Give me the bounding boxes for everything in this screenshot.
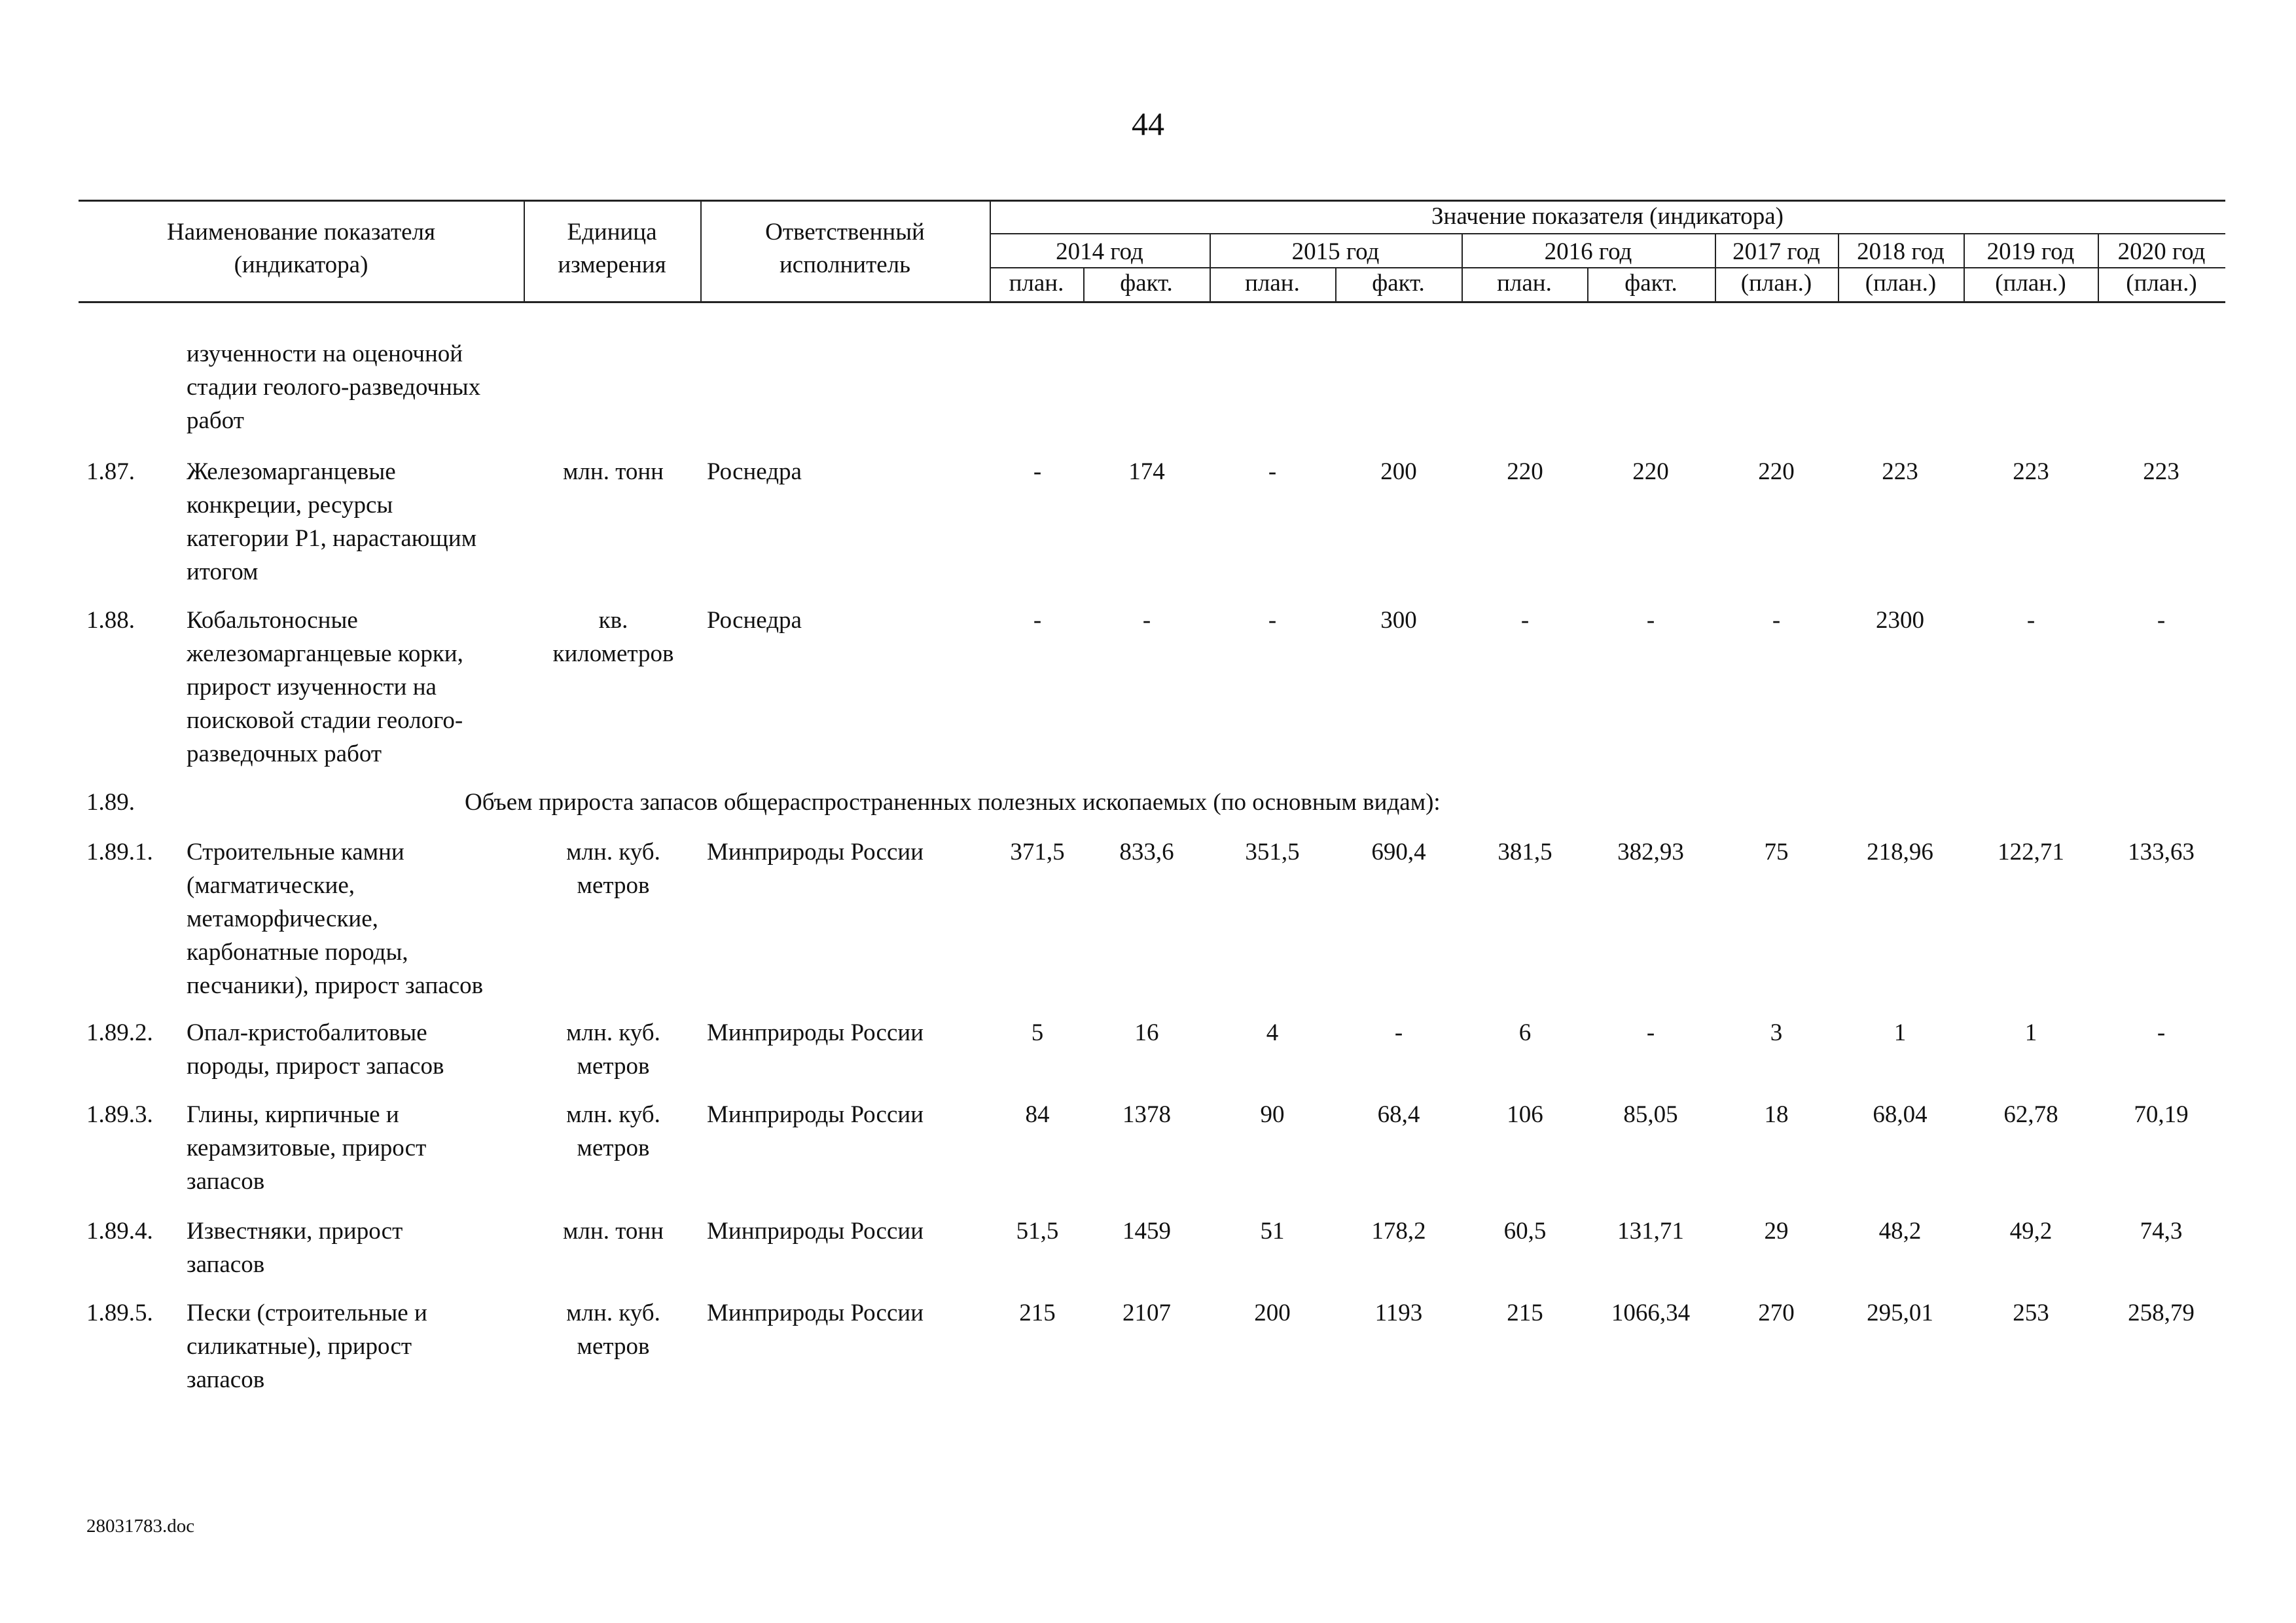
executor: Роснедра — [707, 458, 802, 485]
value-cell: 131,71 — [1617, 1218, 1684, 1245]
row-number: 1.89.1. — [86, 839, 153, 866]
value-cell: 215 — [1507, 1300, 1543, 1326]
unit-line: метров — [577, 872, 650, 899]
page-number: 44 — [1132, 105, 1164, 142]
value-cell: 4 — [1266, 1019, 1279, 1046]
value-cell: - — [1268, 607, 1277, 634]
value-cell: 223 — [2013, 458, 2049, 485]
header-bottom-rule — [79, 301, 2225, 303]
value-cell: - — [1646, 1019, 1655, 1046]
value-cell: 1193 — [1374, 1300, 1423, 1326]
indicator-name-line: карбонатные породы, — [187, 939, 408, 966]
value-cell: 49,2 — [2009, 1218, 2053, 1245]
header-year-2017: 2017 год — [1732, 238, 1820, 265]
indicator-name-line: стадии геолого-разведочных — [187, 374, 481, 401]
header-2015-fact: факт. — [1372, 270, 1425, 297]
value-cell: - — [2026, 607, 2036, 634]
value-cell: 174 — [1128, 458, 1165, 485]
value-cell: 122,71 — [1998, 839, 2064, 866]
value-cell: 200 — [1380, 458, 1417, 485]
value-cell: 220 — [1632, 458, 1669, 485]
value-cell: 833,6 — [1119, 839, 1174, 866]
executor: Минприроды России — [707, 1300, 924, 1326]
indicator-name-line: поисковой стадии геолого- — [187, 707, 463, 734]
value-cell: 218,96 — [1867, 839, 1933, 866]
unit-line: млн. куб. — [566, 1300, 660, 1326]
value-cell: 351,5 — [1245, 839, 1300, 866]
executor: Роснедра — [707, 607, 802, 634]
header-exec — [700, 216, 990, 282]
executor: Минприроды России — [707, 1101, 924, 1128]
value-cell: - — [1646, 607, 1655, 634]
indicator-name-line: породы, прирост запасов — [187, 1053, 444, 1080]
indicator-name-line: Опал-кристобалитовые — [187, 1019, 427, 1046]
value-cell: 178,2 — [1371, 1218, 1426, 1245]
unit-line: млн. куб. — [566, 1019, 660, 1046]
indicator-name-line: работ — [187, 407, 244, 434]
indicator-name-line: метаморфические, — [187, 905, 378, 932]
header-value-title: Значение показателя (индикатора) — [1431, 203, 1784, 230]
value-cell: 220 — [1507, 458, 1543, 485]
header-name — [79, 216, 524, 282]
value-cell: - — [1394, 1019, 1403, 1046]
executor: Минприроды России — [707, 1218, 924, 1245]
value-cell: - — [1268, 458, 1277, 485]
unit-line: километров — [552, 640, 674, 667]
value-cell: 295,01 — [1867, 1300, 1933, 1326]
value-cell: 2300 — [1876, 607, 1924, 634]
value-cell: 16 — [1134, 1019, 1159, 1046]
header-name-line2: (индикатора) — [234, 251, 368, 278]
unit-line: млн. куб. — [566, 1101, 660, 1128]
row-number: 1.89.5. — [86, 1300, 153, 1326]
row-number: 1.89.3. — [86, 1101, 153, 1128]
indicator-name-line: керамзитовые, прирост — [187, 1135, 427, 1161]
value-cell: 223 — [1882, 458, 1918, 485]
value-cell: 215 — [1019, 1300, 1056, 1326]
header-year-2018: 2018 год — [1857, 238, 1945, 265]
header-2014-fact: факт. — [1120, 270, 1173, 297]
indicator-name-line: силикатные), прирост — [187, 1333, 412, 1360]
value-cell: 74,3 — [2140, 1218, 2183, 1245]
indicator-name-line: конкреции, ресурсы — [187, 492, 393, 519]
footer-filename: 28031783.doc — [86, 1516, 195, 1537]
value-cell: 84 — [1025, 1101, 1050, 1128]
value-cell: 3 — [1770, 1019, 1783, 1046]
header-2017-plan: (план.) — [1740, 270, 1812, 297]
unit-line: млн. куб. — [566, 839, 660, 866]
row-number: 1.89. — [86, 789, 135, 816]
value-cell: 270 — [1758, 1300, 1795, 1326]
value-cell: 48,2 — [1878, 1218, 1922, 1245]
indicator-name-line: изученности на оценочной — [187, 340, 463, 367]
value-cell: - — [1772, 607, 1781, 634]
value-cell: 371,5 — [1010, 839, 1065, 866]
value-cell: 253 — [2013, 1300, 2049, 1326]
value-cell: 70,19 — [2134, 1101, 2189, 1128]
header-2016-plan: план. — [1497, 270, 1552, 297]
value-cell: 258,79 — [2128, 1300, 2195, 1326]
header-year-2016: 2016 год — [1544, 238, 1632, 265]
indicator-name-line: Известняки, прирост — [187, 1218, 403, 1245]
header-unit — [524, 216, 700, 282]
header-unit-line2: измерения — [558, 251, 666, 278]
value-cell: 220 — [1758, 458, 1795, 485]
value-cell: - — [1142, 607, 1151, 634]
executor: Минприроды России — [707, 839, 924, 866]
unit-line: кв. — [598, 607, 628, 634]
indicator-name-line: Глины, кирпичные и — [187, 1101, 399, 1128]
indicator-name-line: песчаники), прирост запасов — [187, 972, 484, 999]
header-2015-plan: план. — [1245, 270, 1300, 297]
value-cell: 381,5 — [1498, 839, 1552, 866]
value-cell: 133,63 — [2128, 839, 2195, 866]
indicator-name-line: запасов — [187, 1168, 265, 1195]
value-cell: 690,4 — [1371, 839, 1426, 866]
value-cell: 5 — [1031, 1019, 1044, 1046]
years-rule — [990, 233, 2225, 234]
row-number: 1.89.4. — [86, 1218, 153, 1245]
value-cell: 223 — [2143, 458, 2179, 485]
value-cell: - — [1033, 458, 1042, 485]
indicator-name-line: прирост изученности на — [187, 674, 437, 701]
indicator-name-line: категории Р1, нарастающим — [187, 525, 477, 552]
indicator-name-line: запасов — [187, 1251, 265, 1278]
header-year-2015: 2015 год — [1291, 238, 1380, 265]
value-cell: 6 — [1518, 1019, 1532, 1046]
value-cell: 18 — [1764, 1101, 1789, 1128]
header-2019-plan: (план.) — [1995, 270, 2066, 297]
value-cell: 62,78 — [2003, 1101, 2058, 1128]
value-cell: - — [2157, 1019, 2166, 1046]
value-cell: 1066,34 — [1611, 1300, 1691, 1326]
value-cell: 51,5 — [1016, 1218, 1059, 1245]
value-cell: 68,4 — [1377, 1101, 1420, 1128]
value-cell: - — [2157, 607, 2166, 634]
value-cell: 1 — [2024, 1019, 2037, 1046]
value-cell: 1 — [1893, 1019, 1907, 1046]
indicator-name-line: итогом — [187, 558, 259, 585]
indicator-name-line: (магматические, — [187, 872, 355, 899]
indicator-name-line: Строительные камни — [187, 839, 404, 866]
unit-line: метров — [577, 1333, 650, 1360]
value-cell: 29 — [1764, 1218, 1789, 1245]
header-2016-fact: факт. — [1624, 270, 1677, 297]
indicator-name-line: Железомарганцевые — [187, 458, 396, 485]
row-number: 1.87. — [86, 458, 135, 485]
value-cell: 200 — [1254, 1300, 1291, 1326]
header-2020-plan: (план.) — [2126, 270, 2197, 297]
header-name-line1: Наименование показателя — [166, 219, 436, 246]
value-cell: 68,04 — [1873, 1101, 1928, 1128]
header-unit-line1: Единица — [567, 219, 657, 246]
unit-line: млн. тонн — [563, 1218, 664, 1245]
value-cell: 1378 — [1122, 1101, 1171, 1128]
header-year-2020: 2020 год — [2117, 238, 2206, 265]
indicator-name-line: Пески (строительные и — [187, 1300, 427, 1326]
header-exec-line2: исполнитель — [779, 251, 911, 278]
section-heading: Объем прироста запасов общераспространенных полезных ископаемых (по основным видам): — [465, 789, 1441, 816]
executor: Минприроды России — [707, 1019, 924, 1046]
value-cell: 382,93 — [1617, 839, 1684, 866]
header-2018-plan: (план.) — [1865, 270, 1937, 297]
unit-line: млн. тонн — [563, 458, 664, 485]
indicator-name-line: разведочных работ — [187, 740, 382, 767]
value-cell: - — [1033, 607, 1042, 634]
value-cell: 75 — [1764, 839, 1789, 866]
value-cell: - — [1520, 607, 1530, 634]
value-cell: 300 — [1380, 607, 1417, 634]
header-year-2014: 2014 год — [1056, 238, 1143, 265]
indicator-name-line: запасов — [187, 1366, 265, 1393]
value-cell: 106 — [1507, 1101, 1543, 1128]
value-cell: 85,05 — [1623, 1101, 1678, 1128]
header-2014-plan: план. — [1009, 270, 1064, 297]
header-exec-line1: Ответственный — [765, 219, 925, 246]
row-number: 1.88. — [86, 607, 135, 634]
value-cell: 1459 — [1122, 1218, 1171, 1245]
unit-line: метров — [577, 1135, 650, 1161]
row-number: 1.89.2. — [86, 1019, 153, 1046]
unit-line: метров — [577, 1053, 650, 1080]
indicator-name-line: железомарганцевые корки, — [187, 640, 463, 667]
indicator-name-line: Кобальтоносные — [187, 607, 358, 634]
value-cell: 90 — [1260, 1101, 1285, 1128]
header-year-2019: 2019 год — [1986, 238, 2075, 265]
value-cell: 60,5 — [1503, 1218, 1547, 1245]
value-cell: 2107 — [1122, 1300, 1171, 1326]
value-cell: 51 — [1260, 1218, 1285, 1245]
